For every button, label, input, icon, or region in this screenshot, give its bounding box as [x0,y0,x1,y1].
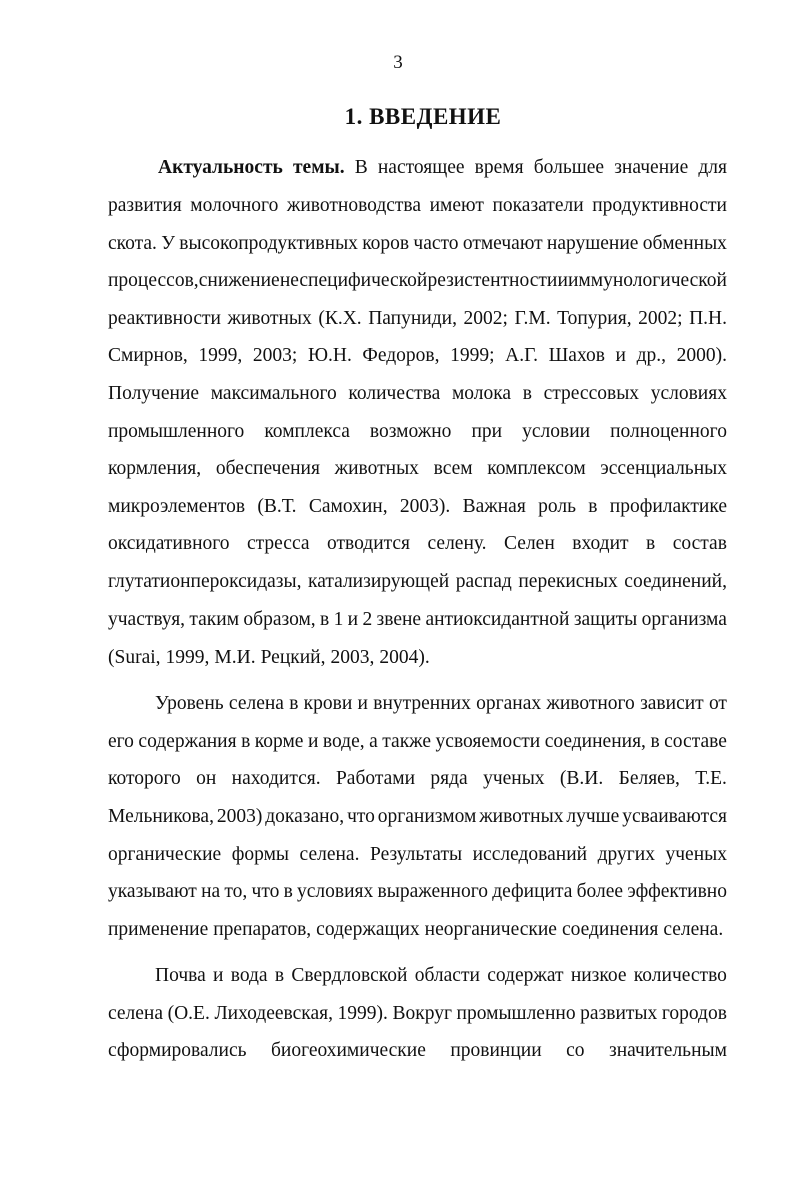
text-word: соединения, [544,731,646,752]
text-word: в [522,383,532,404]
text-word: Вокруг [392,1003,452,1024]
text-word: обменных [642,233,727,254]
text-word: также [382,731,432,752]
text-word: промышленного [108,421,245,442]
text-line [108,610,727,630]
text-word: и [557,270,568,291]
text-word: зависит [640,693,704,714]
text-line [108,459,727,479]
text-word: (Surai, [108,647,161,668]
text-word: животного [546,693,635,714]
text-word: для [698,157,727,178]
text-word: его [108,731,134,752]
text-word: большее [533,157,605,178]
text-word: и [357,693,368,714]
text-word: 2003). [399,496,451,517]
text-word: в [241,731,251,752]
text-word: 1999, [198,345,243,366]
text-word: указывают [108,881,197,902]
text-word: профилактике [609,496,727,517]
text-word: коров [362,233,410,254]
text-word: состав [672,533,727,554]
text-word: от [708,693,727,714]
text-word: Селен [504,533,555,554]
text-word: перекисных [518,571,618,592]
text-word: 2 [362,609,373,630]
text-line [108,234,727,254]
text-word: в [289,693,299,714]
text-word: роль [538,496,576,517]
text-word: (К.Х. [318,308,362,329]
text-word: Свердловской [291,965,408,986]
text-word: а [369,731,378,752]
text-line [158,158,727,178]
text-word: применение [108,919,209,940]
text-word: (О.Е. [167,1003,210,1024]
text-word: Самохин, [308,496,388,517]
text-word: более [576,881,624,902]
text-word: содержат [487,965,564,986]
text-word: 1999). [337,1003,388,1024]
text-word: 2004). [379,647,430,668]
text-word: которого [108,768,181,789]
text-word: значительным [609,1040,727,1061]
text-word: имеют [429,195,484,216]
text-word: Т.Е. [695,768,727,789]
text-word: оксидативного [108,533,230,554]
text-line [108,384,727,404]
text-word: 2003, [330,647,375,668]
text-word: П.Н. [689,308,727,329]
text-word: 2002; [638,308,683,329]
text-word: условиях [650,383,727,404]
text-line [108,1004,727,1024]
text-word: (В.И. [559,768,604,789]
text-word: максимального [210,383,337,404]
text-word: защиты [573,609,638,630]
text-word: исследований [472,844,588,865]
text-word: условиях [297,881,374,902]
text-word: находится. [231,768,321,789]
text-word: биогеохимические [270,1040,426,1061]
text-word: У [161,233,175,254]
text-word: Рецкий, [260,647,326,668]
text-word: Почва [155,965,206,986]
text-word: Шахов [548,345,605,366]
text-word: доказано, [265,806,345,827]
text-word: вода [230,965,268,986]
text-word: В [354,157,368,178]
text-word: других [597,844,655,865]
text-line [108,271,727,291]
text-word: городов [661,1003,727,1024]
section-lead-word: темы. [292,157,345,178]
text-word: продуктивности [592,195,727,216]
text-word: стресса [247,533,310,554]
text-word: эссенциальных [600,458,727,479]
text-word: животных [479,806,564,827]
text-word: 2003) [216,806,263,827]
text-word: ряда [430,768,468,789]
text-line [108,346,727,366]
text-word: 2000). [676,345,727,366]
text-word: Топурия, [557,308,632,329]
text-word: он [196,768,217,789]
text-word: возможно [369,421,452,442]
text-word: часто [413,233,459,254]
text-word: крови [303,693,353,714]
text-word: эффективно [627,881,727,902]
section-lead-word: Актуальность [158,157,283,178]
text-word: глутатионпероксидазы, [108,571,302,592]
text-word: 1999, [165,647,210,668]
text-word: селену. [427,533,487,554]
text-line [108,769,727,789]
text-word: развитых [580,1003,658,1024]
text-word: корме [254,731,304,752]
text-word: распад [455,571,512,592]
text-word: селена. [299,844,360,865]
text-word: 2002; [463,308,508,329]
text-word: звене [376,609,422,630]
text-word: в [650,731,660,752]
text-word: и [615,345,626,366]
text-word: нарушение [546,233,639,254]
text-word: входит [572,533,629,554]
text-word: промышленно [456,1003,576,1024]
text-word: количества [348,383,441,404]
text-word: всем [433,458,473,479]
text-word: организма [641,609,727,630]
text-word: в [274,965,285,986]
text-word: лучше [566,806,620,827]
text-word: комплексом [487,458,586,479]
text-word: воде, [322,731,365,752]
text-word: А.Г. [505,345,539,366]
text-word: молока [451,383,512,404]
text-word: то, [224,881,248,902]
text-word: 2003; [252,345,298,366]
text-word: процессов, [108,270,199,291]
text-word: в [646,533,656,554]
text-line [108,572,727,592]
text-word: ученых [483,768,545,789]
text-word: Уровень [155,693,224,714]
text-word: др., [636,345,667,366]
text-word: животноводства [286,195,422,216]
text-word: сформировались [108,1040,247,1061]
text-word: выраженного [377,881,488,902]
text-word: (В.Т. [257,496,297,517]
text-word: показатели [492,195,584,216]
text-word: ученых [665,844,727,865]
text-word: высокопродуктивных [179,233,358,254]
text-word: полноценного [610,421,727,442]
text-word: дефицита [492,881,573,902]
text-word: Лиходеевская, [214,1003,333,1024]
text-line [108,1041,727,1061]
text-word: при [471,421,503,442]
text-word: участвуя, [108,609,186,630]
text-word: что [347,806,375,827]
text-word: области [414,965,480,986]
text-word: в [588,496,598,517]
text-word: в [283,881,293,902]
text-word: селена [108,1003,164,1024]
text-word: соединения [561,919,659,940]
text-word: Смирнов, [108,345,188,366]
text-word: Результаты [369,844,463,865]
text-line [155,694,727,714]
text-word: внутренних [373,693,471,714]
text-word: развития [108,195,182,216]
text-word: молочного [190,195,279,216]
text-word: селена. [663,919,724,940]
text-word: Работами [335,768,416,789]
text-word: Ю.Н. [307,345,352,366]
text-line [108,497,727,517]
text-word: Получение [108,383,200,404]
text-word: условии [522,421,591,442]
text-word: животных [227,308,312,329]
text-word: иммунологической [567,270,727,291]
text-line [108,732,727,752]
text-word: резистентности [427,270,558,291]
text-word: на [201,881,221,902]
text-line [108,309,727,329]
text-word: органах [476,693,542,714]
text-word: 1 [333,609,344,630]
text-word: М.И. [214,647,256,668]
text-line [155,966,727,986]
text-line [108,422,727,442]
text-line [108,920,728,940]
text-word: составе [664,731,727,752]
text-line [108,845,727,865]
section-title: 1. ВВЕДЕНИЕ [344,104,502,129]
text-word: таким [189,609,240,630]
text-word: Папуниди, [368,308,457,329]
page-number: 3 [393,52,403,73]
text-word: стрессовых [543,383,640,404]
text-word: Федоров, [362,345,440,366]
text-line [108,534,727,554]
text-word: и [213,965,224,986]
text-word: провинции [450,1040,542,1061]
text-line [108,882,727,902]
text-word: настоящее [377,157,465,178]
text-word: в [320,609,330,630]
text-word: отводится [327,533,411,554]
text-word: усваиваются [622,806,727,827]
text-word: неспецифической [279,270,428,291]
text-word: организмом [377,806,477,827]
text-word: что [251,881,280,902]
text-word: время [474,157,524,178]
text-word: и [307,731,319,752]
text-line [108,807,727,827]
text-word: обеспечения [215,458,320,479]
text-word: катализирующей [308,571,450,592]
text-word: соединений, [624,571,727,592]
text-word: формы [231,844,290,865]
text-word: отмечают [462,233,543,254]
text-word: комплекса [264,421,350,442]
text-word: животных [334,458,419,479]
text-word: антиоксидантной [425,609,570,630]
text-word: селена [228,693,284,714]
text-word: усвояемости [435,731,541,752]
text-word: скота. [108,233,157,254]
text-word: Важная [462,496,526,517]
text-word: Г.М. [514,308,551,329]
text-word: низкое [570,965,627,986]
text-word: содержащих [316,919,420,940]
text-word: неорганические [424,919,557,940]
text-line [108,196,727,216]
text-word: 1999; [450,345,495,366]
text-word: содержания [138,731,237,752]
text-line [108,648,435,668]
text-word: микроэлементов [108,496,246,517]
text-word: со [566,1040,585,1061]
text-word: значение [614,157,689,178]
text-word: препаратов, [213,919,312,940]
text-word: количество [633,965,727,986]
text-word: реактивности [108,308,221,329]
text-word: кормления, [108,458,202,479]
text-word: и [347,609,359,630]
text-word: Беляев, [618,768,680,789]
text-word: снижение [198,270,280,291]
text-word: Мельникова, [108,806,214,827]
text-word: образом, [243,609,316,630]
text-word: органические [108,844,222,865]
